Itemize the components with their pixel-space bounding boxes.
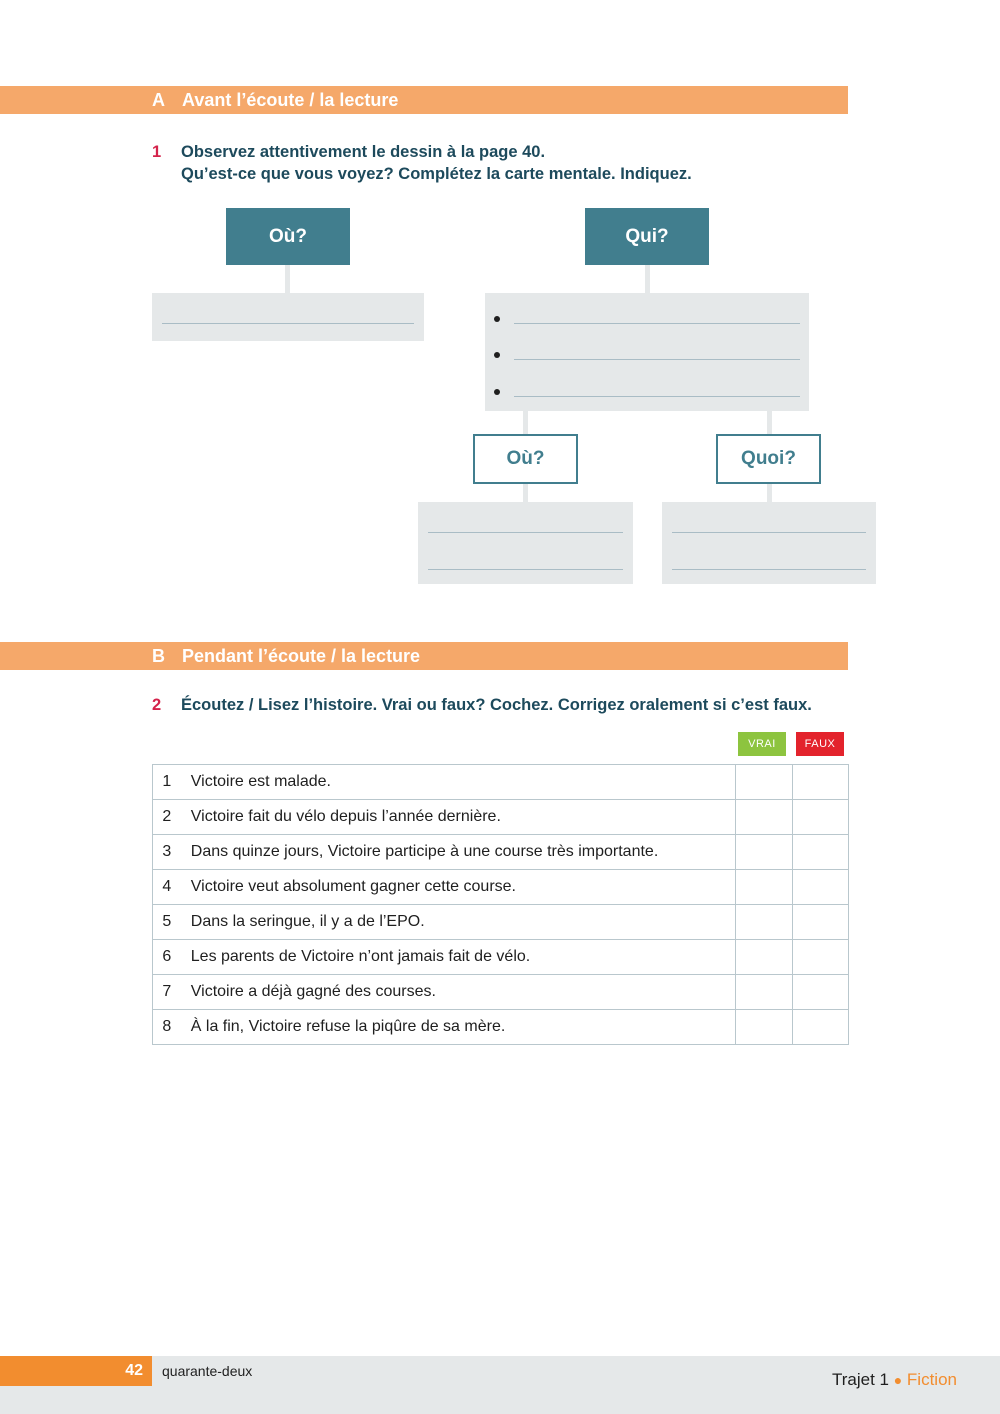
vrai-checkbox[interactable] [736, 835, 792, 870]
connector [285, 265, 290, 294]
answer-line [514, 396, 800, 397]
exercise-1-instructions [152, 142, 852, 186]
vrai-checkbox[interactable] [736, 905, 792, 940]
answer-line [672, 532, 866, 533]
table-row [153, 800, 849, 835]
answer-box-who[interactable] [485, 293, 809, 411]
statement-text: Dans la seringue, il y a de l’EPO. [181, 905, 736, 940]
connector [767, 484, 772, 503]
table-row [153, 905, 849, 940]
answer-line [672, 569, 866, 570]
vrai-checkbox[interactable] [736, 1010, 792, 1045]
vrai-checkbox[interactable] [736, 870, 792, 905]
connector [645, 265, 650, 294]
mindmap-box-what: Quoi? [716, 434, 821, 484]
statement-text: Victoire a déjà gagné des courses. [181, 975, 736, 1010]
statement-number: 5 [153, 905, 181, 940]
exercise-1-line-2: Qu’est-ce que vous voyez? Complétez la carte mentale. Indiquez. [181, 165, 692, 183]
exercise-2-instructions [152, 695, 852, 717]
statement-text: Victoire fait du vélo depuis l’année dernière. [181, 800, 736, 835]
statement-number: 1 [153, 765, 181, 800]
bullet-icon [494, 352, 500, 358]
faux-checkbox[interactable] [792, 905, 848, 940]
section-b-header [0, 642, 848, 670]
statement-number: 6 [153, 940, 181, 975]
statement-text: Victoire veut absolument gagner cette course. [181, 870, 736, 905]
faux-checkbox[interactable] [792, 835, 848, 870]
bullet-icon [494, 389, 500, 395]
section-b-letter: B [152, 646, 165, 666]
vrai-checkbox[interactable] [736, 975, 792, 1010]
answer-line [162, 323, 414, 324]
section-b-title: Pendant l’écoute / la lecture [182, 646, 421, 666]
statement-number: 4 [153, 870, 181, 905]
exercise-1-line-1: Observez attentivement le dessin à la page 40. [181, 143, 546, 161]
mindmap-box-who: Qui? [585, 208, 709, 265]
answer-line [514, 323, 800, 324]
table-row [153, 975, 849, 1010]
exercise-2-text: Écoutez / Lisez l’histoire. Vrai ou faux? Cochez. Corrigez oralement si c’est faux. [181, 696, 812, 714]
footer-fiction: Fiction [906, 1370, 957, 1389]
faux-checkbox[interactable] [792, 975, 848, 1010]
statement-text: Dans quinze jours, Victoire participe à une course très importante. [181, 835, 736, 870]
statement-text: À la fin, Victoire refuse la piqûre de sa mère. [181, 1010, 736, 1045]
statement-text: Les parents de Victoire n’ont jamais fait de vélo. [181, 940, 736, 975]
table-row [153, 835, 849, 870]
faux-checkbox[interactable] [792, 800, 848, 835]
answer-line [428, 532, 623, 533]
faux-label: FAUX [796, 732, 844, 756]
table-row [153, 870, 849, 905]
section-a-title: Avant l’écoute / la lecture [182, 90, 399, 110]
statement-text: Victoire est malade. [181, 765, 736, 800]
true-false-table [152, 764, 849, 1045]
faux-checkbox[interactable] [792, 940, 848, 975]
section-a-header [0, 86, 848, 114]
vrai-checkbox[interactable] [736, 940, 792, 975]
statement-number: 8 [153, 1010, 181, 1045]
exercise-1-number: 1 [152, 143, 162, 161]
faux-checkbox[interactable] [792, 765, 848, 800]
connector [767, 411, 772, 435]
page-number-words: quarante-deux [162, 1363, 253, 1379]
table-row [153, 765, 849, 800]
connector [523, 411, 528, 435]
answer-line [428, 569, 623, 570]
statement-number: 2 [153, 800, 181, 835]
vrai-checkbox[interactable] [736, 800, 792, 835]
answer-line [514, 359, 800, 360]
mindmap-box-where: Où? [226, 208, 350, 265]
vrai-checkbox[interactable] [736, 765, 792, 800]
section-a-letter: A [152, 90, 165, 110]
exercise-2-number: 2 [152, 696, 162, 714]
footer-trajet: Trajet 1 [831, 1370, 889, 1389]
vrai-label: VRAI [738, 732, 786, 756]
table-row [153, 1010, 849, 1045]
answer-box-what[interactable] [662, 502, 876, 584]
faux-checkbox[interactable] [792, 870, 848, 905]
bullet-icon [494, 316, 500, 322]
page-number: 42 [0, 1356, 152, 1386]
faux-checkbox[interactable] [792, 1010, 848, 1045]
statement-number: 7 [153, 975, 181, 1010]
statement-number: 3 [153, 835, 181, 870]
mindmap-box-where-2: Où? [473, 434, 578, 484]
connector [523, 484, 528, 503]
footer-chapter [832, 1368, 957, 1392]
answer-box-where[interactable] [152, 293, 424, 341]
dot-icon: ● [893, 1372, 903, 1388]
table-row [153, 940, 849, 975]
answer-box-where-2[interactable] [418, 502, 633, 584]
